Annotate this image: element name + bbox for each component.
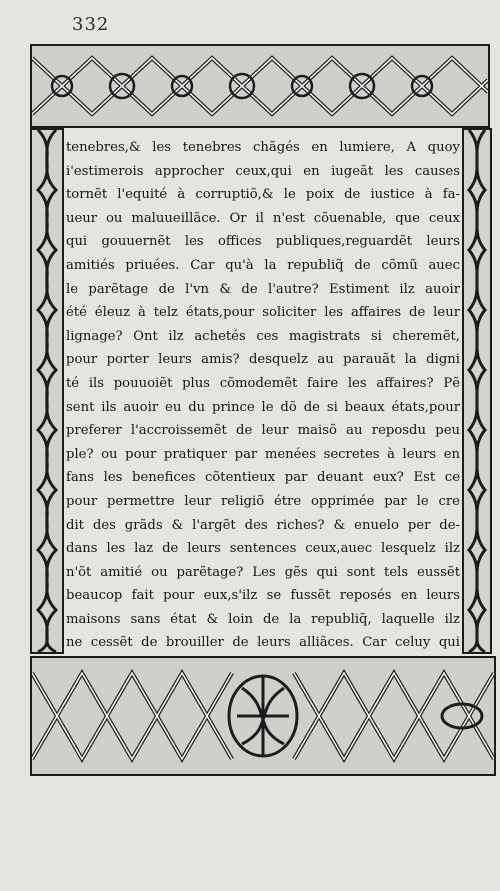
text-line: dit des grãds & l'argẽt des riches? & enuelo per de- — [66, 517, 460, 533]
bottom-ornament-band — [30, 656, 496, 776]
right-ornament-column — [462, 128, 492, 654]
text-line: i'estimerois approcher ceux,qui en iugeãt les causes — [66, 163, 460, 179]
body-text — [66, 136, 460, 650]
top-ornament-band — [30, 44, 490, 128]
text-line: tornẽt l'equité à corruptiõ,& le poix de iustice à fa- — [66, 187, 460, 203]
text-line: le parẽtage de l'vn & de l'autre? Estiment ilz auoir — [66, 281, 460, 297]
text-line: pour porter leurs amis? desquelz au parauãt la digni — [66, 352, 460, 368]
text-line: sent ils auoir eu du prince le dõ de si beaux états,pour — [66, 399, 460, 415]
text-line: pour permettre leur religiõ étre opprimée par le cre — [66, 493, 460, 509]
text-line: ple? ou pour pratiquer par menées secretes à leurs en — [66, 446, 460, 462]
text-line: qui gouuernẽt les offices publiques,reguardẽt leurs — [66, 234, 460, 250]
text-line: lignage? Ont ilz achetés ces magistrats si cheremẽt, — [66, 328, 460, 344]
text-line: dans les laz de leurs sentences ceux,auec lesquelz ilz — [66, 541, 460, 557]
text-line: été éleuz à telz états,pour soliciter les affaires de leur — [66, 305, 460, 321]
text-line: tenebres,& les tenebres chãgés en lumiere, A quoy — [66, 140, 460, 155]
text-line: maisons sans état & loin de la republiq̃, laquelle ilz — [66, 611, 460, 627]
text-line: fans les benefices cõtentieux par deuant eux? Est ce — [66, 470, 460, 486]
text-line: amitiés priuées. Car qu'à la republiq̃ de cõmũ auec — [66, 257, 460, 273]
text-line: ueur ou maluueillãce. Or il n'est cõuenable, que ceux — [66, 210, 460, 226]
text-line: preferer l'accroissemẽt de leur maisõ au reposdu peu — [66, 423, 460, 439]
text-line: ne cessẽt de brouiller de leurs alliãces. Car celuy qui — [66, 635, 460, 651]
page-number: 332 — [72, 14, 110, 35]
text-line: té ils pouuoiẽt plus cõmodemẽt faire les affaires? Pẽ — [66, 375, 460, 391]
text-line: beaucop fait pour eux,s'ilz se fussẽt reposés en leurs — [66, 588, 460, 604]
left-ornament-column — [30, 128, 64, 654]
text-line: n'õt amitié ou parẽtage? Les gẽs qui sont tels eussẽt — [66, 564, 460, 580]
